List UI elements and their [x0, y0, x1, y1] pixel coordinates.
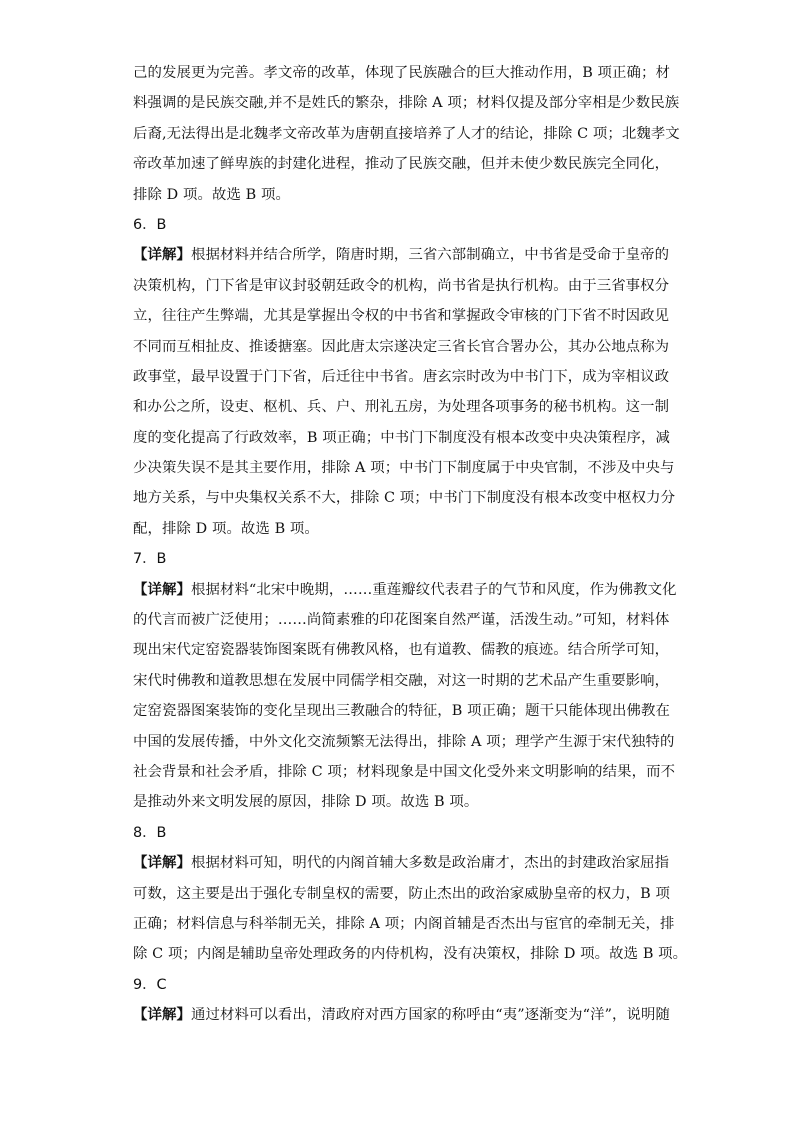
- text-line: [133, 605, 670, 635]
- detail-tag: 【详解】: [133, 854, 191, 872]
- line-text: 地方关系，与中央集权关系不大，排除 C 项；中书门下制度没有根本改变中枢权力分: [133, 490, 676, 507]
- text-line: [133, 332, 670, 362]
- text-line: [133, 423, 671, 453]
- line-text: 根据材料并结合所学，隋唐时期，三省六部制确立，中书省是受命于皇帝的: [190, 247, 670, 264]
- text-line: [133, 392, 670, 422]
- answer-explanations: [133, 58, 688, 1031]
- text-line: [133, 362, 670, 392]
- line-text: 和办公之所，设吏、枢机、兵、户、刑礼五房，为处理各项事务的秘书机构。这一制: [133, 399, 670, 416]
- text-line: [133, 119, 680, 149]
- line-text: 决策机构，门下省是审议封驳朝廷政令的机构，尚书省是执行机构。由于三省事权分: [133, 277, 670, 294]
- text-line: [133, 848, 670, 878]
- line-text: 通过材料可以看出，清政府对西方国家的称呼由“夷”逐渐变为“洋”，说明随: [190, 1007, 671, 1024]
- explanation-paragraph: [133, 575, 677, 818]
- detail-tag: 【详解】: [133, 580, 191, 598]
- line-text: 的代言而被广泛使用；……尚简素雅的印花图案自然严谨，活泼生动。”可知，材料体: [133, 612, 670, 629]
- text-line: [133, 88, 680, 118]
- text-line: [133, 240, 670, 270]
- line-text: 配，排除 D 项。故选 B 项。: [133, 520, 319, 537]
- text-line: [133, 757, 676, 787]
- text-line: [133, 301, 670, 331]
- text-line: [133, 727, 675, 757]
- text-line: [133, 1000, 671, 1030]
- line-text: 立，往往产生弊端，尤其是掌握出令权的中书省和掌握政令审核的门下省不时因政见: [133, 308, 670, 325]
- text-line: [133, 58, 671, 88]
- line-text: 社会背景和社会矛盾，排除 C 项；材料现象是中国文化受外来文明影响的结果，而不: [133, 763, 676, 780]
- line-text: 己的发展更为完善。孝文帝的改革，体现了民族融合的巨大推动作用，B 项正确；材: [133, 65, 671, 81]
- question-number: 7．B: [133, 551, 167, 568]
- text-line: [133, 879, 671, 909]
- line-text: 料强调的是民族交融,并不是姓氏的繁杂，排除 A 项；材料仅提及部分宰相是少数民族: [133, 95, 680, 112]
- line-text: 现出宋代定窑瓷器装饰图案既有佛教风格，也有道教、儒教的痕迹。结合所学可知，: [133, 642, 670, 659]
- line-text: 宋代时佛教和道教思想在发展中同儒学相交融，对这一时期的艺术品产生重要影响，: [133, 672, 670, 689]
- line-text: 根据材料“北宋中晚期，……重莲瓣纹代表君子的气节和风度，作为佛教文化: [190, 581, 677, 598]
- detail-tag: 【详解】: [133, 246, 191, 264]
- line-text: 可数，这主要是出于强化专制皇权的需要，防止杰出的政治家威胁皇帝的权力，B 项: [133, 885, 671, 902]
- text-line: [133, 635, 670, 665]
- line-text: 政事堂，最早设置于门下省，后迁往中书省。唐玄宗时改为中书门下，成为宰相议政: [133, 368, 670, 385]
- line-text: 中国的发展传播，中外文化交流频繁无法得出，排除 A 项；理学产生源于宋代独特的: [133, 733, 675, 750]
- line-text: 根据材料可知，明代的内阁首辅大多数是政治庸才，杰出的封建政治家屈指: [190, 855, 670, 872]
- line-text: 后裔,无法得出是北魏孝文帝改革为唐朝直接培养了人才的结论，排除 C 项；北魏孝文: [133, 125, 680, 142]
- explanation-paragraph: [133, 58, 680, 210]
- text-line: [133, 575, 677, 605]
- text-line: [133, 483, 676, 513]
- explanation-paragraph: [133, 240, 676, 544]
- line-text: 帝改革加速了鲜卑族的封建化进程，推动了民族交融，但并未使少数民族完全同化，: [133, 156, 670, 173]
- text-line: [133, 180, 663, 210]
- text-line: [133, 909, 675, 939]
- line-text: 不同而互相扯皮、推诿搪塞。因此唐太宗遂决定三省长官合署办公，其办公地点称为: [133, 338, 670, 355]
- question-number: 8．B: [133, 824, 167, 841]
- question-number: 6．B: [133, 216, 167, 233]
- question-number: 9．C: [133, 976, 167, 993]
- text-line: [133, 453, 675, 483]
- line-text: 是推动外来文明发展的原因，排除 D 项。故选 B 项。: [133, 794, 479, 811]
- explanation-paragraph: [133, 848, 688, 970]
- text-line: [133, 939, 688, 969]
- line-text: 除 C 项；内阁是辅助皇帝处理政务的内侍机构，没有决策权，排除 D 项。故选 B 项。: [133, 946, 688, 963]
- line-text: 排除 D 项。故选 B 项。: [133, 186, 290, 203]
- text-line: [133, 514, 663, 544]
- explanation-paragraph: [133, 1000, 671, 1030]
- line-text: 正确；材料信息与科举制无关，排除 A 项；内阁首辅是否杰出与宦官的牵制无关，排: [133, 915, 675, 932]
- text-line: [133, 271, 670, 301]
- line-text: 度的变化提高了行政效率，B 项正确；中书门下制度没有根本改变中央决策程序，减: [133, 429, 671, 446]
- line-text: 少决策失误不是其主要作用，排除 A 项；中书门下制度属于中央官制，不涉及中央与: [133, 460, 675, 477]
- text-line: [133, 149, 670, 179]
- text-line: [133, 696, 671, 726]
- detail-tag: 【详解】: [133, 1006, 191, 1024]
- text-line: [133, 787, 663, 817]
- text-line: [133, 666, 670, 696]
- line-text: 定窑瓷器图案装饰的变化呈现出三教融合的特征，B 项正确；题干只能体现出佛教在: [133, 703, 671, 720]
